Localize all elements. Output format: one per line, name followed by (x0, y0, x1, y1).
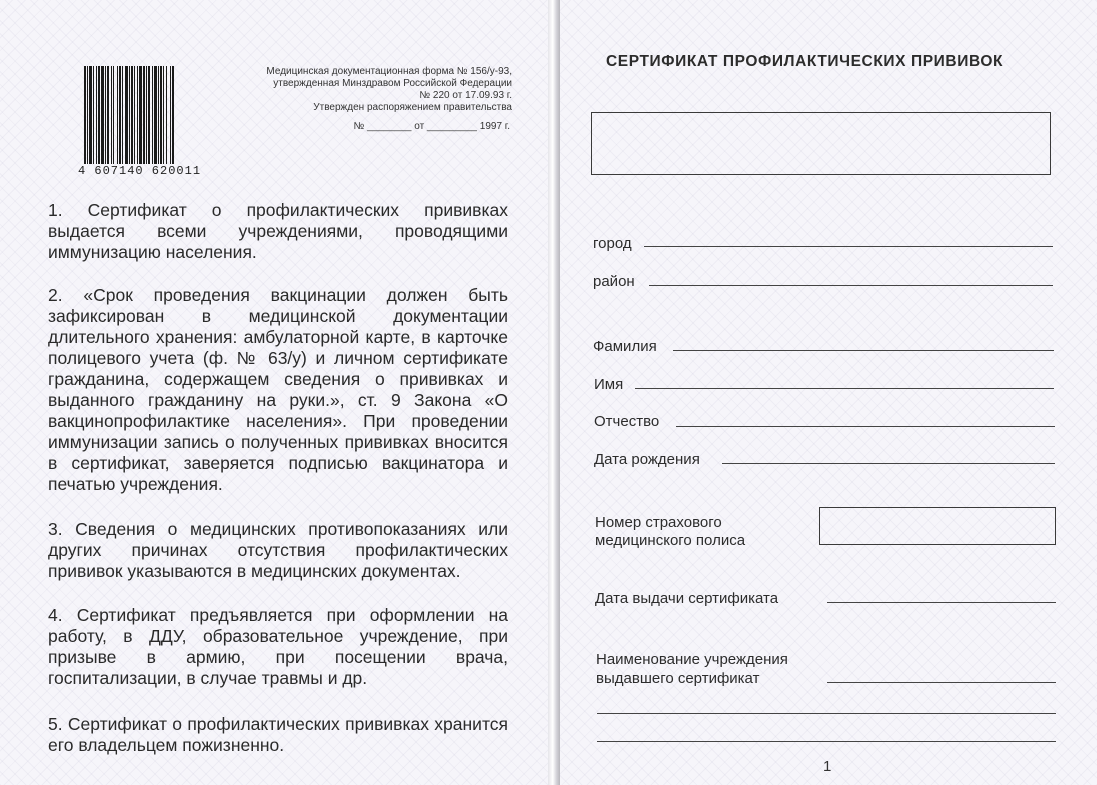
rule-item-4: 4. Сертификат предъявляется при оформлении на работу, в ДДУ, образовательное учреждение, при призыве в армию, при посещении врача, госпитализации, в случае травмы и др. (48, 605, 508, 688)
insurance-label-line1: Номер страхового (595, 514, 722, 531)
barcode-bar (174, 66, 175, 164)
issue-date-label: Дата выдачи сертификата (595, 590, 779, 607)
city-label: город (593, 235, 632, 252)
district-line[interactable] (649, 285, 1053, 286)
name-line[interactable] (635, 388, 1054, 389)
insurance-number-box[interactable] (819, 507, 1056, 545)
name-label: Имя (594, 376, 624, 393)
page-number: 1 (823, 758, 832, 775)
certificate-number-box[interactable] (591, 112, 1051, 175)
patronymic-label: Отчество (594, 413, 660, 430)
barcode-bars (84, 66, 224, 164)
document-number-line: № ________ от _________ 1997 г. (353, 121, 510, 132)
district-label: район (593, 273, 635, 290)
barcode (78, 66, 224, 178)
patronymic-line[interactable] (676, 426, 1055, 427)
form-note (240, 66, 512, 114)
surname-line[interactable] (673, 350, 1054, 351)
insurance-label-line2: медицинского полиса (595, 532, 746, 549)
form-note-line: Медицинская документационная форма № 156/у-93, (266, 66, 512, 77)
rule-item-3: 3. Сведения о медицинских противопоказаниях или других причинах отсутствия профилактических прививок указываются в медицинских документах. (48, 519, 508, 581)
birth-date-label: Дата рождения (594, 451, 700, 468)
institution-line-2[interactable] (597, 713, 1056, 714)
rule-item-5: 5. Сертификат о профилактических прививках хранится его владельцем пожизненно. (48, 714, 508, 755)
institution-line-1[interactable] (827, 682, 1056, 683)
form-note-line: Утвержден распоряжением правительства (313, 102, 512, 113)
rule-item-1: 1. Сертификат о профилактических прививках выдается всеми учреждениями, проводящими иммунизацию населения. (48, 200, 508, 262)
city-line[interactable] (644, 246, 1053, 247)
birth-date-line[interactable] (722, 463, 1055, 464)
certificate-title: СЕРТИФИКАТ ПРОФИЛАКТИЧЕСКИХ ПРИВИВОК (606, 53, 1004, 70)
institution-label-line2: выдавшего сертификат (596, 670, 760, 687)
book-spine (548, 0, 560, 785)
form-note-line: утвержденная Минздравом Российской Федерации (273, 78, 512, 89)
issue-date-line[interactable] (827, 602, 1056, 603)
institution-label-line1: Наименование учреждения (596, 651, 788, 668)
barcode-number: 4 607140 620011 (78, 164, 202, 178)
rule-item-2: 2. «Срок проведения вакцинации должен быть зафиксирован в медицинской документации длительного хранения: амбулаторной карте, в карточке полицевого учета (ф. № 63/у) и личном сертификате гражданина, содержащем сведения о прививках и выданного гражданину на руки.», ст. 9 Закона «О вакцинопрофилактике населения». При проведении иммунизации запись о полученных прививках вносится в сертификат, заверяется подписью вакцинатора и печатью учреждения. (48, 285, 508, 494)
form-note-line: № 220 от 17.09.93 г. (419, 90, 512, 101)
institution-line-3[interactable] (597, 741, 1056, 742)
surname-label: Фамилия (593, 338, 657, 355)
